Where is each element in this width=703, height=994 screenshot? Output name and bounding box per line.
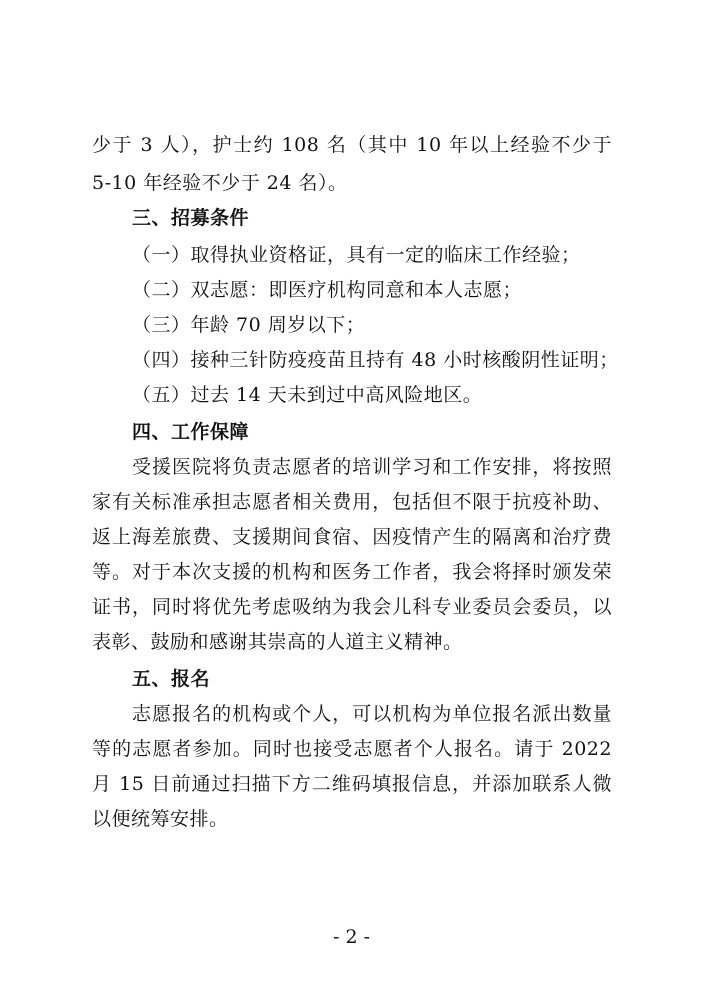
body-text-line: 证书，同时将优先考虑吸纳为我会儿科专业委员会委员，以	[92, 596, 612, 618]
section-heading-recruitment-conditions: 三、招募条件	[132, 207, 250, 229]
list-item-condition-4: （四）接种三针防疫疫苗且持有 48 小时核酸阴性证明；	[132, 349, 619, 371]
body-text-line: 受援医院将负责志愿者的培训学习和工作安排，将按照	[132, 456, 612, 478]
list-item-condition-3: （三）年龄 70 周岁以下；	[132, 314, 366, 336]
list-item-condition-2: （二）双志愿：即医疗机构同意和本人志愿；	[132, 279, 523, 301]
body-text-line: 等。对于本次支援的机构和医务工作者，我会将择时颁发荣	[92, 561, 612, 583]
body-text-line: 志愿报名的机构或个人，可以机构为单位报名派出数量	[132, 703, 612, 725]
body-text-line: 以便统筹安排。	[92, 808, 229, 830]
list-item-condition-1: （一）取得执业资格证，具有一定的临床工作经验；	[132, 244, 581, 266]
body-text-line: 返上海差旅费、支援期间食宿、因疫情产生的隔离和治疗费	[92, 526, 612, 548]
section-heading-registration: 五、报名	[132, 668, 211, 690]
body-text-line: 家有关标准承担志愿者相关费用，包括但不限于抗疫补助、	[92, 491, 612, 513]
page-number: - 2 -	[332, 926, 370, 948]
body-text-line: 等的志愿者参加。同时也接受志愿者个人报名。请于 2022	[92, 738, 612, 760]
body-text-line: 5-10 年经验不少于 24 名）。	[92, 172, 348, 194]
body-text-line: 少于 3 人），护士约 108 名（其中 10 年以上经验不少于	[92, 134, 612, 156]
body-text-line: 表彰、鼓励和感谢其崇高的人道主义精神。	[92, 631, 463, 653]
section-heading-work-guarantee: 四、工作保障	[132, 421, 250, 443]
body-text-line: 月 15 日前通过扫描下方二维码填报信息，并添加联系人微	[92, 773, 612, 795]
list-item-condition-5: （五）过去 14 天未到过中高风险地区。	[132, 384, 483, 406]
